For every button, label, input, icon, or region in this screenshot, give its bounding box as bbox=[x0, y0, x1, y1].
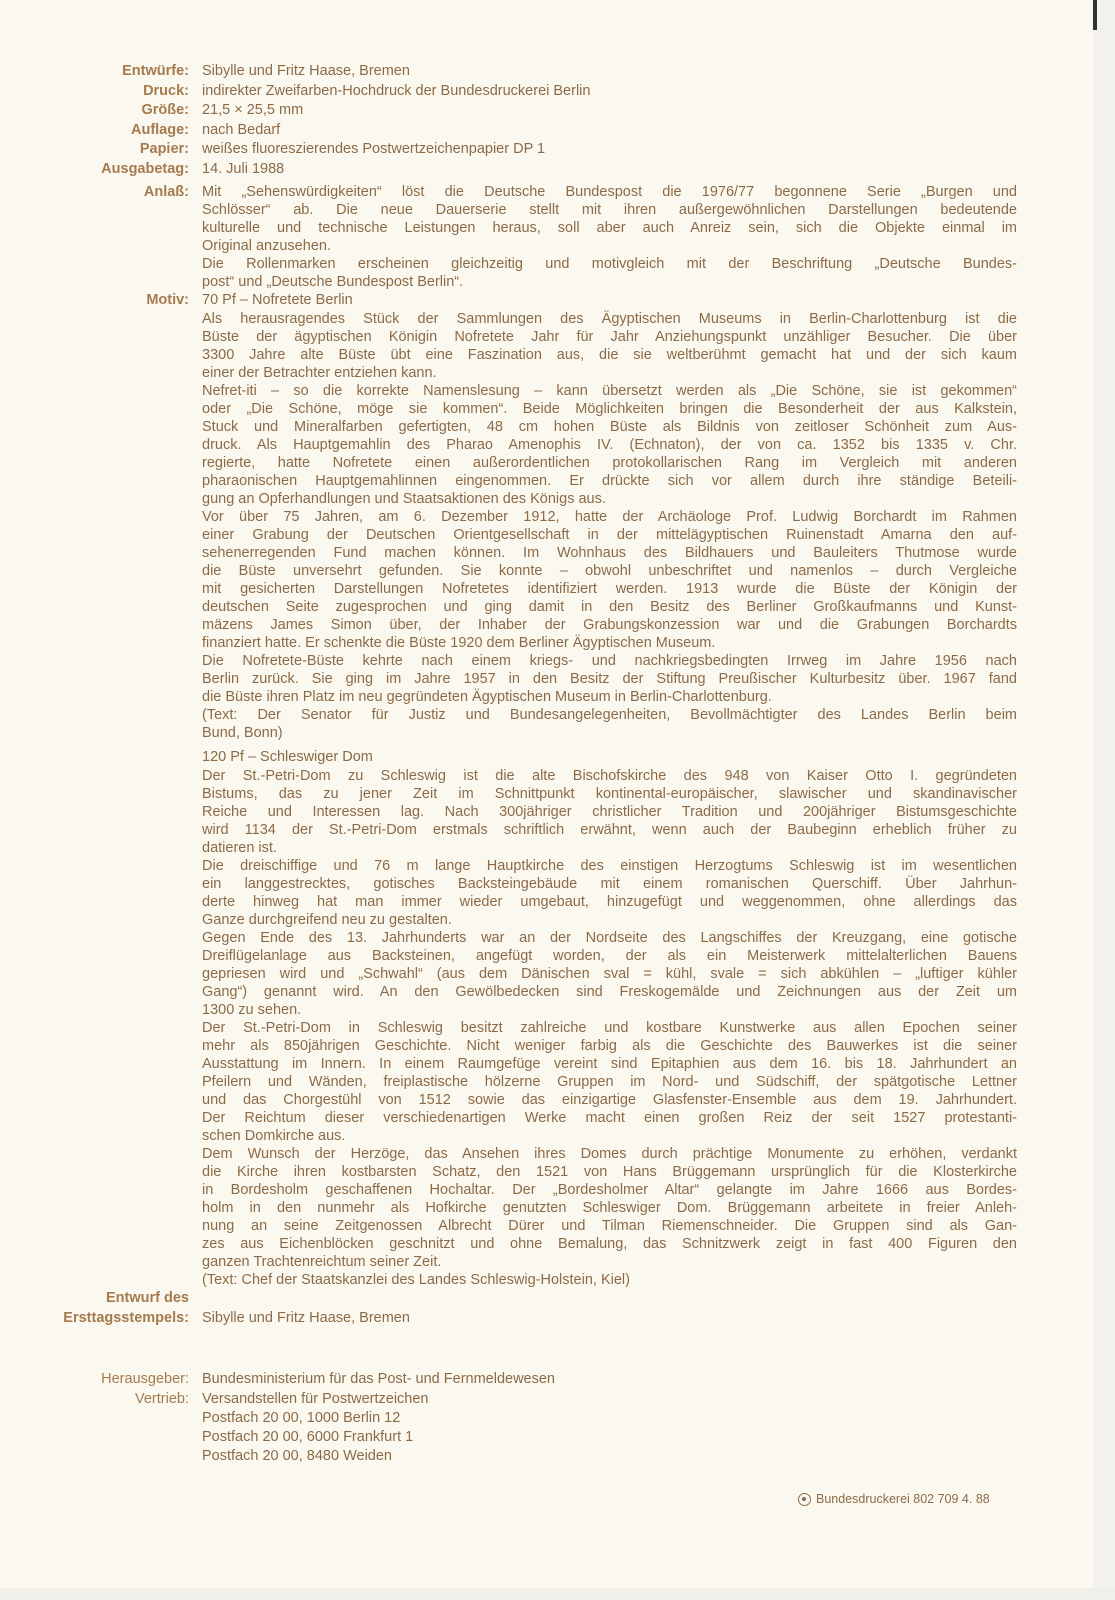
text-line: Dreiflügelanlage aus Backsteinen, angefügt worden, der als ein Meisterwerk mittelalterlichen Bauens bbox=[202, 948, 1017, 964]
text-line: Die dreischiffige und 76 m lange Hauptkirche des einstigen Herzogtums Schleswig ist im wesentlichen bbox=[202, 858, 1017, 874]
field-label: Größe: bbox=[141, 102, 189, 118]
text-line: Berlin zurück. Sie ging im Jahre 1957 in den Besitz der Stiftung Preußischer Kulturbesitz über. 1967 fand bbox=[202, 671, 1017, 687]
stamp-title-70pf: 70 Pf – Nofretete Berlin bbox=[202, 292, 353, 308]
field-value: 21,5 × 25,5 mm bbox=[202, 102, 304, 118]
paragraph bbox=[202, 706, 1017, 742]
text-line: Original anzusehen. bbox=[202, 238, 331, 254]
text-line: regierte, hatte Nofretete einen außerordentlichen protokollarischen Rang im Vergleich mit anderen bbox=[202, 455, 1017, 471]
header-row bbox=[0, 101, 1115, 121]
header-row bbox=[0, 160, 1115, 180]
text-line: Der Reichtum dieser verschiedenartigen Werke macht einen großen Reiz der seit 1527 protestanti- bbox=[202, 1110, 1017, 1126]
paragraph bbox=[202, 1145, 1017, 1271]
text-line: zes aus Eichenblöcken geschnitzt und ohne Bemalung, das Schnitzwerk zeigt in fast 400 Figuren den bbox=[202, 1236, 1017, 1252]
motiv-section bbox=[0, 291, 1115, 1289]
text-line: wird 1134 der St.-Petri-Dom erstmals schriftlich erwähnt, wenn auch der Baubeginn erheblich früher zu bbox=[202, 822, 1017, 838]
field-label: Ausgabetag: bbox=[101, 160, 189, 177]
distribution-line: Postfach 20 00, 8480 Weiden bbox=[202, 1447, 392, 1464]
text-line: derte hinweg hat man immer wieder umgebaut, hinzugefügt und weggenommen, ohne allerdings das bbox=[202, 894, 1017, 910]
text-line: (Text: Der Senator für Justiz und Bundesangelegenheiten, Bevollmächtigter des Landes Berlin beim bbox=[202, 707, 1017, 723]
text-line: oder „Die Schöne, möge sie kommen“. Beide Möglichkeiten bringen die Besonderheit der aus Kalkstein, bbox=[202, 401, 1017, 417]
spacer bbox=[0, 1328, 1115, 1370]
paragraph bbox=[202, 857, 1017, 929]
header-row bbox=[0, 62, 1115, 82]
field-value: 14. Juli 1988 bbox=[202, 160, 285, 177]
bundesdruckerei-logo-icon bbox=[798, 1493, 811, 1506]
text-line: Stuck und Mineralfarben gefertigten, 48 cm hohen Büste als Bildnis von zeitloser Schönheit zum Aus- bbox=[202, 419, 1017, 435]
text-line: finanziert hatte. Er schenkte die Büste 1920 dem Berliner Ägyptischen Museum. bbox=[202, 635, 716, 651]
paragraph bbox=[202, 508, 1017, 652]
field-label: Ersttagsstempels: bbox=[63, 1309, 189, 1326]
paragraph bbox=[202, 767, 1017, 857]
paragraph bbox=[202, 652, 1017, 706]
text-line: Nefret-iti – so die korrekte Namenslesung – kann übersetzt werden als „Die Schöne, sie ist gekommen“ bbox=[202, 383, 1017, 399]
text-line: und das Chorgestühl von 1512 sowie das einzigartige Glasfenster-Ensemble aus dem 19. Jahrhundert. bbox=[202, 1092, 1017, 1108]
text-line: in Bordesholm geschaffenen Hochaltar. Der „Bordesholmer Altar“ gelangte im Jahre 1666 aus Bordes- bbox=[202, 1182, 1017, 1198]
text-line: Reiche und Interessen lag. Nach 300jähriger christlicher Tradition und 200jähriger Bistumsgeschichte bbox=[202, 804, 1017, 820]
text-line: gung an Opferhandlungen und Staatsaktionen des Königs aus. bbox=[202, 491, 606, 507]
text-line: mehr als 850jährigen Geschichte. Nicht weniger farbig als die Geschichte des Bauwerkes ist die seiner bbox=[202, 1038, 1017, 1054]
text-line: die Kirche ihren kostbarsten Schatz, den 1521 von Hans Brüggemann ursprünglich für die Klosterkirche bbox=[202, 1164, 1017, 1180]
text-line: datieren ist. bbox=[202, 840, 277, 856]
paragraph bbox=[202, 183, 1017, 255]
field-value: Sibylle und Fritz Haase, Bremen bbox=[202, 63, 410, 79]
stempel-row bbox=[0, 1309, 1115, 1329]
field-label: Entwurf des bbox=[106, 1290, 189, 1306]
text-line: mäzens James Simon über, der Inhaber der Grabungskonzession war und die Grabungen Borchardts bbox=[202, 617, 1017, 633]
text-line: deutschen Seite zugesprochen und ging damit in den Besitz des Berliner Großkaufmanns und Kunst- bbox=[202, 599, 1017, 615]
text-line: Schlösser“ ab. Die neue Dauerserie stellt mit ihren außergewöhnlichen Darstellungen bedeutende bbox=[202, 202, 1017, 218]
distribution-line: Postfach 20 00, 1000 Berlin 12 bbox=[202, 1409, 401, 1426]
paragraph bbox=[202, 382, 1017, 508]
page-bottom-edge bbox=[0, 1588, 1115, 1600]
field-value: indirekter Zweifarben-Hochdruck der Bundesdruckerei Berlin bbox=[202, 82, 591, 99]
text-line: ganzen Trachtenreichtum seiner Zeit. bbox=[202, 1254, 442, 1270]
distribution-line: Versandstellen für Postwertzeichen bbox=[202, 1390, 429, 1407]
paragraph bbox=[202, 929, 1017, 1019]
text-line: ein langgestrecktes, gotisches Backsteingebäude mit einem romanischen Querschiff. Über Jahrhun- bbox=[202, 876, 1017, 892]
text-line: 1300 zu sehen. bbox=[202, 1002, 302, 1018]
field-value bbox=[202, 183, 1017, 291]
header-row bbox=[0, 82, 1115, 102]
text-line: Der St.-Petri-Dom in Schleswig besitzt zahlreiche und kostbare Kunstwerke aus allen Epochen seiner bbox=[202, 1020, 1017, 1036]
field-label: Entwürfe: bbox=[122, 63, 189, 79]
anlass-section bbox=[0, 183, 1115, 291]
stamp-title-120pf: 120 Pf – Schleswiger Dom bbox=[202, 749, 373, 765]
text-line: Büste der ägyptischen Königin Nofretete Jahr für Jahr Anziehungspunkt unzähliger Besucher. Die über bbox=[202, 329, 1017, 345]
header-row bbox=[0, 140, 1115, 160]
distribution-row bbox=[0, 1390, 1115, 1466]
text-line: Gegen Ende des 13. Jahrhunderts war an der Nordseite des Langschiffes der Kreuzgang, eine gotische bbox=[202, 930, 1017, 946]
field-label: Herausgeber: bbox=[101, 1371, 189, 1387]
text-line: (Text: Chef der Staatskanzlei des Landes Schleswig-Holstein, Kiel) bbox=[202, 1272, 630, 1288]
field-value bbox=[202, 1390, 1017, 1466]
field-label: Druck: bbox=[143, 82, 189, 99]
header-row bbox=[0, 121, 1115, 141]
text-line: kulturelle und technische Leistungen heraus, soll aber auch Anreiz sein, sich die Objekte einmal im bbox=[202, 220, 1017, 236]
text-line: holm in den nunmehr als Hofkirche genutzten Schleswiger Dom. Brüggemann arbeitete in freier Anleh- bbox=[202, 1200, 1017, 1216]
text-line: einer Grabung der Deutschen Orientgesellschaft in der mittelägyptischen Ruinenstadt Amarna den auf- bbox=[202, 527, 1017, 543]
text-line: Pfeilern und Wänden, freiplastische hölzerne Gruppen im Nord- und Südschiff, der spätgotische Lettner bbox=[202, 1074, 1017, 1090]
field-label: Motiv: bbox=[146, 292, 189, 308]
stamp-info-sheet bbox=[0, 62, 1115, 1466]
text-line: druck. Als Hauptgemahlin des Pharao Amenophis IV. (Echnaton), der von ca. 1352 bis 1335 v. Chr. bbox=[202, 437, 1017, 453]
field-value bbox=[202, 1289, 1017, 1309]
field-label: Anlaß: bbox=[143, 184, 189, 200]
field-value: Sibylle und Fritz Haase, Bremen bbox=[202, 1309, 410, 1326]
field-value: weißes fluoreszierendes Postwertzeichenpapier DP 1 bbox=[202, 141, 546, 157]
printer-imprint-text: Bundesdruckerei 802 709 4. 88 bbox=[816, 1492, 990, 1506]
paragraph bbox=[202, 255, 1017, 291]
text-line: Gang“) genannt wird. An den Gewölbedecken sind Freskogemälde und Zeichnungen aus der Zeit um bbox=[202, 984, 1017, 1000]
text-line: sehenerregenden Fund machen können. Im Wohnhaus des Bildhauers und Bauleiters Thutmose wurde bbox=[202, 545, 1017, 561]
text-line: Ganze durchgreifend neu zu gestalten. bbox=[202, 912, 452, 928]
field-label: Papier: bbox=[139, 141, 189, 157]
text-line: nung an seine Zeitgenossen Albrecht Dürer und Tilman Riemenschneider. Die Gruppen sind als Gan- bbox=[202, 1218, 1017, 1234]
text-line: Als herausragendes Stück der Sammlungen des Ägyptischen Museums in Berlin-Charlottenburg ist die bbox=[202, 311, 1017, 327]
scan-mark bbox=[1093, 0, 1097, 30]
text-line: die Büste unversehrt gefunden. Sie konnte – obwohl unbeschriftet und namenlos – durch Vergleiche bbox=[202, 563, 1017, 579]
paragraph bbox=[202, 310, 1017, 382]
field-value bbox=[202, 291, 1017, 1289]
text-line: mit gesicherten Darstellungen Nofretetes identifiziert werden. 1913 wurde die Büste der Königin der bbox=[202, 581, 1017, 597]
text-line: Dem Wunsch der Herzöge, das Ansehen ihres Domes durch prächtige Monumente zu erhöhen, verdankt bbox=[202, 1146, 1017, 1162]
text-line: einer der Betrachter entziehen kann. bbox=[202, 365, 437, 381]
text-line: Die Rollenmarken erscheinen gleichzeitig und motivgleich mit der Beschriftung „Deutsche Bundes- bbox=[202, 256, 1017, 272]
text-line: gepriesen wird und „Schwahl“ (aus dem Dänischen sval = kühl, svale = sich abkühlen – „luftiger kühler bbox=[202, 966, 1017, 982]
text-line: Bund, Bonn) bbox=[202, 725, 283, 741]
paragraph bbox=[202, 1019, 1017, 1145]
text-line: Die Nofretete-Büste kehrte nach einem kriegs- und nachkriegsbedingten Irrweg im Jahre 1956 nach bbox=[202, 653, 1017, 669]
text-line: Bistums, das zu jener Zeit im Schnittpunkt kontinental-europäischer, slawischer und skandinavischer bbox=[202, 786, 1017, 802]
field-label: Auflage: bbox=[131, 121, 189, 138]
publisher-row bbox=[0, 1370, 1115, 1390]
text-line: pharaonischen Hauptgemahlinnen eingenommen. Er drückte sich vor allem durch ihre ständige Beteili- bbox=[202, 473, 1017, 489]
text-line: Mit „Sehenswürdigkeiten“ löst die Deutsche Bundespost die 1976/77 begonnene Serie „Burgen und bbox=[202, 184, 1017, 200]
text-line: die Büste ihren Platz im neu gegründeten Ägyptischen Museum in Berlin-Charlottenburg. bbox=[202, 689, 772, 705]
field-label: Vertrieb: bbox=[135, 1390, 189, 1407]
text-line: 3300 Jahre alte Büste übt eine Faszination aus, die sie weltberühmt gemacht hat und der sich kaum bbox=[202, 347, 1017, 363]
printer-imprint bbox=[798, 1492, 990, 1506]
field-value: Bundesministerium für das Post- und Fernmeldewesen bbox=[202, 1371, 555, 1387]
text-line: Vor über 75 Jahren, am 6. Dezember 1912, hatte der Archäologe Prof. Ludwig Borchardt im Rahmen bbox=[202, 509, 1017, 525]
text-line: Der St.-Petri-Dom zu Schleswig ist die alte Bischofskirche des 948 von Kaiser Otto I. gegründeten bbox=[202, 768, 1017, 784]
text-line: post“ und „Deutsche Bundespost Berlin“. bbox=[202, 274, 464, 290]
distribution-line: Postfach 20 00, 6000 Frankfurt 1 bbox=[202, 1428, 414, 1445]
text-line: Ausstattung im Innern. In einem Raumgefüge vereint sind Epitaphien aus dem 16. bis 18. Jahrhundert an bbox=[202, 1056, 1017, 1072]
stempel-section bbox=[0, 1289, 1115, 1309]
text-line: schen Domkirche aus. bbox=[202, 1128, 346, 1144]
paragraph bbox=[202, 1271, 1017, 1289]
field-value: nach Bedarf bbox=[202, 121, 281, 138]
